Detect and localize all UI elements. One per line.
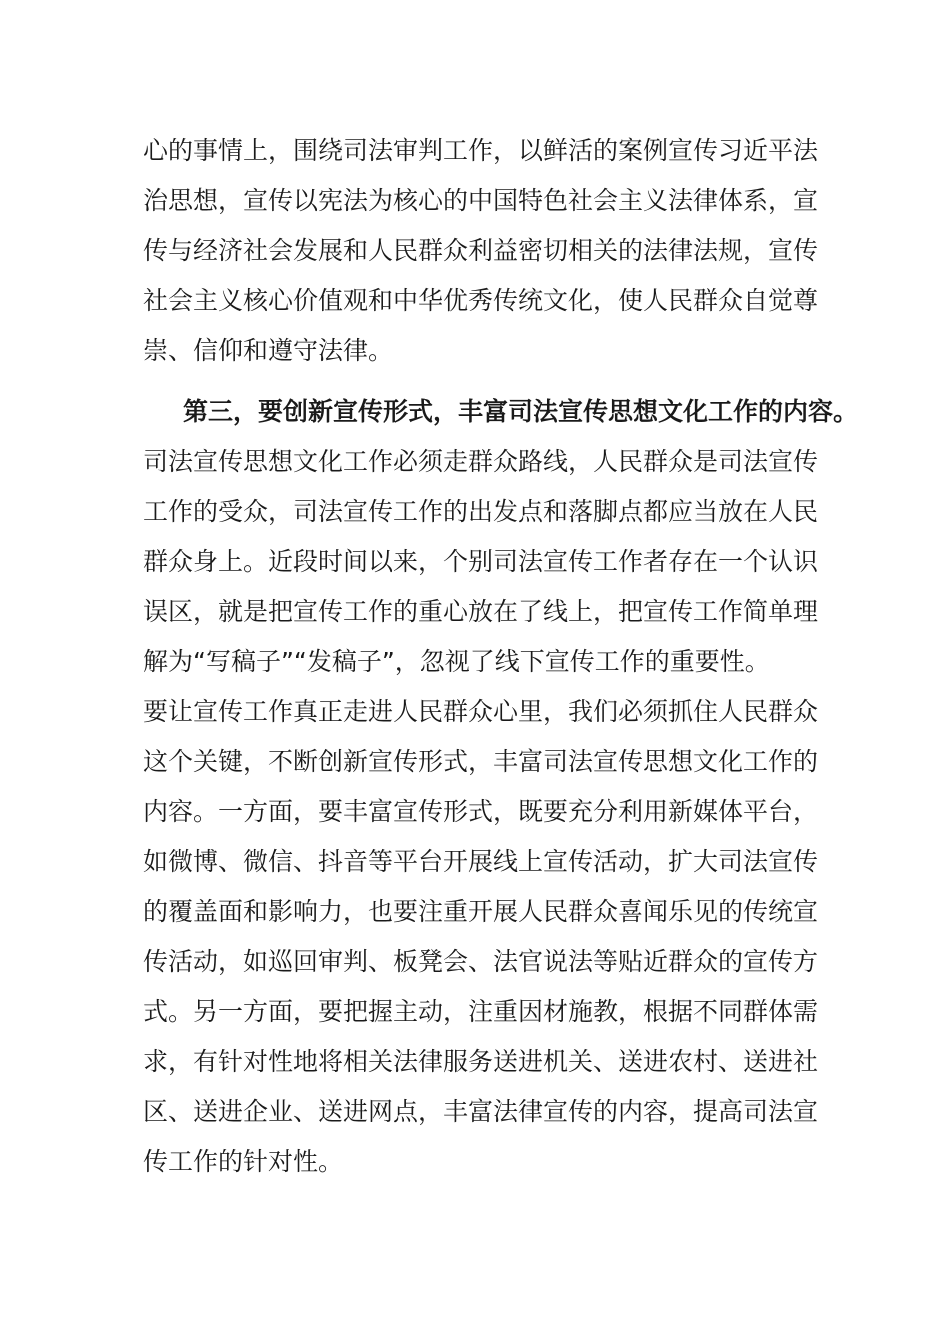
paragraph-line: 传工作的针对性。 (143, 1147, 344, 1176)
paragraph-line: 治思想，宣传以宪法为核心的中国特色社会主义法律体系，宣 (143, 186, 819, 215)
paragraph-line: 式。另一方面，要把握主动，注重因材施教，根据不同群体需 (143, 997, 819, 1026)
paragraph-line: 传活动，如巡回审判、板凳会、法官说法等贴近群众的宣传方 (143, 947, 819, 976)
paragraph-1 (143, 126, 823, 376)
paragraph-line: 司法宣传思想文化工作必须走群众路线，人民群众是司法宣传 (143, 447, 819, 476)
paragraph-line: 求，有针对性地将相关法律服务送进机关、送进农村、送进社 (143, 1047, 819, 1076)
section-heading: 第三，要创新宣传形式，丰富司法宣传思想文化工作的内容。 (183, 397, 859, 426)
paragraph-line: 崇、信仰和遵守法律。 (143, 336, 394, 365)
paragraph-line: 解为“写稿子”“发稿子”，忽视了线下宣传工作的重要性。 (143, 647, 770, 676)
paragraph-2 (143, 387, 859, 1187)
paragraph-line: 社会主义核心价值观和中华优秀传统文化，使人民群众自觉尊 (143, 286, 819, 315)
paragraph-line: 区、送进企业、送进网点，丰富法律宣传的内容，提高司法宣 (143, 1097, 819, 1126)
paragraph-line: 内容。一方面，要丰富宣传形式，既要充分利用新媒体平台， (143, 797, 819, 826)
paragraph-line: 误区，就是把宣传工作的重心放在了线上，把宣传工作简单理 (143, 597, 819, 626)
paragraph-line: 心的事情上，围绕司法审判工作，以鲜活的案例宣传习近平法 (143, 136, 819, 165)
paragraph-line: 群众身上。近段时间以来，个别司法宣传工作者存在一个认识 (143, 547, 819, 576)
paragraph-line: 工作的受众，司法宣传工作的出发点和落脚点都应当放在人民 (143, 497, 819, 526)
paragraph-line: 的覆盖面和影响力，也要注重开展人民群众喜闻乐见的传统宣 (143, 897, 819, 926)
paragraph-line: 传与经济社会发展和人民群众利益密切相关的法律法规，宣传 (143, 236, 819, 265)
paragraph-line: 这个关键，不断创新宣传形式，丰富司法宣传思想文化工作的 (143, 747, 819, 776)
paragraph-line: 要让宣传工作真正走进人民群众心里，我们必须抓住人民群众 (143, 697, 819, 726)
paragraph-line: 如微博、微信、抖音等平台开展线上宣传活动，扩大司法宣传 (143, 847, 819, 876)
